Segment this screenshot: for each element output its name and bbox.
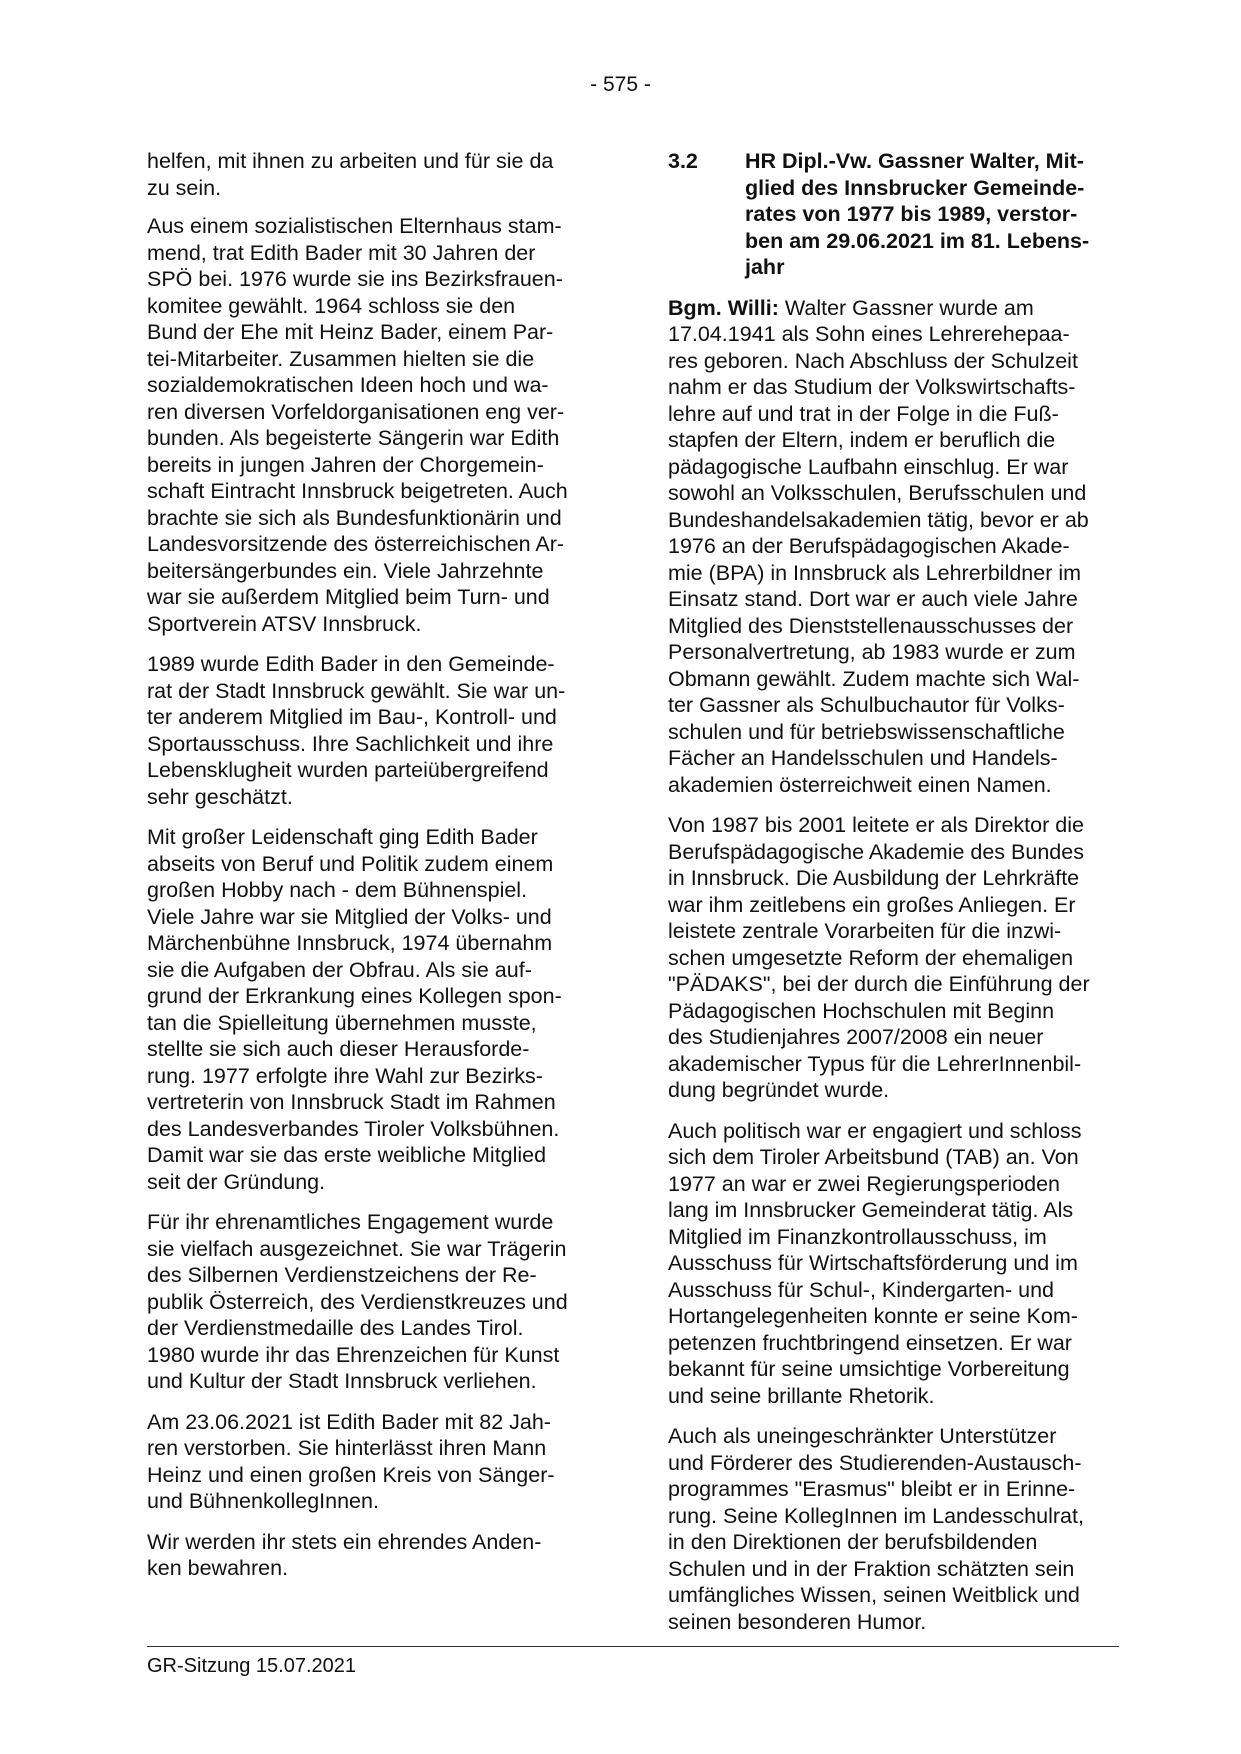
- paragraph: Von 1987 bis 2001 leitete er als Direktor die Berufspädagogische Akademie des Bundes in Innsbruck. Die Ausbildung der Lehrkräfte war ihm zeitlebens ein großes Anliegen. Er leistete zentrale Vorarbeiten für die inzwi- schen umgesetzte Reform der ehemaligen "PÄDAKS", bei der durch die Einführung der Pädagogischen Hochschulen mit Beginn des Studienjahres 2007/2008 ein neuer akademischer Typus für die LehrerInnenbil- dung begründet wurde.: [668, 813, 1090, 1102]
- left-column: [147, 148, 597, 1596]
- section-number: 3.2: [668, 149, 698, 173]
- footer-divider: [147, 1646, 1119, 1647]
- paragraph: [668, 295, 1120, 799]
- paragraph-text: Walter Gassner wurde am 17.04.1941 als Sohn eines Lehrerehepaa- res geboren. Nach Abschluss der Schulzeit nahm er das Studium der Volkswirtschafts- lehre auf und trat in der Folge in die Fuß- stapfen der Eltern, indem er beruflich die pädagogische Laufbahn einschlug. Er war sowohl an Volksschulen, Berufsschulen und Bundeshandelsakademien tätig, bevor er ab 1976 an der Berufspädagogischen Akade- mie (BPA) in Innsbruck als Lehrerbildner im Einsatz stand. Dort war er auch viele Jahre Mitglied des Dienststellenausschusses der Personalvertretung, ab 1983 wurde er zum Obmann gewählt. Zudem machte sich Wal- ter Gassner als Schulbuchautor für Volks- schulen und für betriebswissenschaftliche Fächer an Handelsschulen und Handels- akademien österreichweit einen Namen.: [668, 295, 1089, 797]
- right-column: [668, 148, 1120, 1649]
- section-heading: [668, 148, 1120, 281]
- paragraph: Am 23.06.2021 ist Edith Bader mit 82 Jah- ren verstorben. Sie hinterlässt ihren Mann Heinz und einen großen Kreis von Sänger- und BühnenkollegInnen.: [147, 1409, 555, 1513]
- paragraph: 1989 wurde Edith Bader in den Gemeinde- rat der Stadt Innsbruck gewählt. Sie war un- ter anderem Mitglied im Bau-, Kontroll- und Sportausschuss. Ihre Sachlichkeit und ihre Lebensklugheit wurden parteiübergreifend sehr geschätzt.: [147, 652, 566, 809]
- paragraph: Auch als uneingeschränkter Unterstützer und Förderer des Studierenden-Austausch- programmes "Erasmus" bleibt er in Erinne- rung. Seine KollegInnen im Landesschulrat, in den Direktionen der berufsbildenden Schulen und in der Fraktion schätzten sein umfängliches Wissen, seinen Weitblick und seinen besonderen Humor.: [668, 1424, 1084, 1634]
- paragraph: Mit großer Leidenschaft ging Edith Bader abseits von Beruf und Politik zudem einem großen Hobby nach - dem Bühnenspiel. Viele Jahre war sie Mitglied der Volks- und Märchenbühne Innsbruck, 1974 übernahm sie die Aufgaben der Obfrau. Als sie auf- grund der Erkrankung eines Kollegen spon- tan die Spielleitung übernehmen musste, stellte sie sich auch dieser Herausforde- rung. 1977 erfolgte ihre Wahl zur Bezirks- vertreterin von Innsbruck Stadt im Rahmen des Landesverbandes Tiroler Volksbühnen. Damit war sie das erste weibliche Mitglied seit der Gründung.: [147, 825, 562, 1194]
- footer-meeting-date: GR-Sitzung 15.07.2021: [147, 1655, 357, 1677]
- page-number: - 575 -: [590, 73, 651, 96]
- paragraph: Aus einem sozialistischen Elternhaus stam- mend, trat Edith Bader mit 30 Jahren der SPÖ bei. 1976 wurde sie ins Bezirksfrauen- komitee gewählt. 1964 schloss sie den Bund der Ehe mit Heinz Bader, einem Par- tei-Mitarbeiter. Zusammen hielten sie die sozialdemokratischen Ideen hoch und wa- ren diversen Vorfeldorganisationen eng ver- bunden. Als begeisterte Sängerin war Edith bereits in jungen Jahren der Chorgemein- schaft Eintracht Innsbruck beigetreten. Auch brachte sie sich als Bundesfunktionärin und Landesvorsitzende des österreichischen Ar- beitersängerbundes ein. Viele Jahrzehnte war sie außerdem Mitglied beim Turn- und Sportverein ATSV Innsbruck.: [147, 214, 568, 636]
- paragraph: Für ihr ehrenamtliches Engagement wurde sie vielfach ausgezeichnet. Sie war Trägerin des Silbernen Verdienstzeichens der Re- publik Österreich, des Verdienstkreuzes und der Verdienstmedaille des Landes Tirol. 1980 wurde ihr das Ehrenzeichen für Kunst und Kultur der Stadt Innsbruck verliehen.: [147, 1210, 568, 1393]
- paragraph: Wir werden ihr stets ein ehrendes Anden- ken bewahren.: [147, 1529, 542, 1580]
- paragraph: helfen, mit ihnen zu arbeiten und für sie da zu sein.: [147, 149, 554, 200]
- paragraph: Auch politisch war er engagiert und schloss sich dem Tiroler Arbeitsbund (TAB) an. Von 1977 an war er zwei Regierungsperioden lang im Innsbrucker Gemeinderat tätig. Als Mitglied im Finanzkontrollausschuss, im Ausschuss für Wirtschaftsförderung und im Ausschuss für Schul-, Kindergarten- und Hortangelegenheiten konnte er seine Kom- petenzen fruchtbringend einsetzen. Er war bekannt für seine umsichtige Vorbereitung und seine brillante Rhetorik.: [668, 1118, 1082, 1408]
- speaker-name: Bgm. Willi:: [668, 295, 779, 320]
- section-title: HR Dipl.-Vw. Gassner Walter, Mit- glied des Innsbrucker Gemeinde- rates von 1977 bis 1989, verstor- ben am 29.06.2021 im 81. Lebens- jahr: [745, 149, 1090, 279]
